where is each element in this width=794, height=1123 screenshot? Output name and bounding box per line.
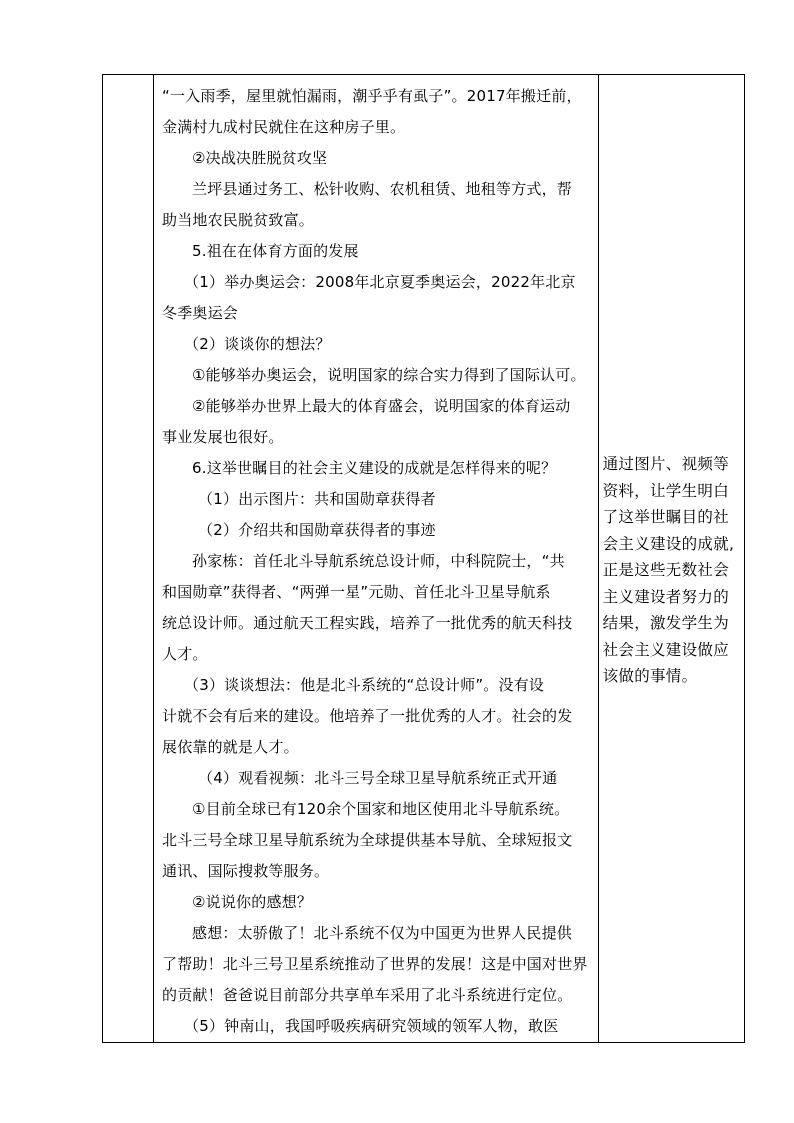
section-heading: 6.这举世瞩目的社会主义建设的成就是怎样得来的呢？ [192,459,557,477]
text-line: 的贡献！爸爸说目前部分共享单车采用了北斗系统进行定位。 [162,986,573,1004]
text-line: 资料，让学生明白 [602,481,730,500]
text-line: 金满村九成村民就住在这种房子里。 [162,118,406,136]
text-line: （2）谈谈你的想法？ [184,335,331,353]
text-line: （2）介绍共和国勋章获得者的事迹 [198,521,436,539]
teaching-process-cell [154,75,599,1043]
table-row [103,75,745,1043]
text-line: 结果，激发学生为 [602,614,730,632]
text-line: 孙家栋：首任北斗导航系统总设计师，中科院院士，“共 [192,552,565,570]
text-line: 社会主义建设做应 [602,640,730,659]
text-line: ②能够举办世界上最大的体育盛会，说明国家的体育运动 [192,397,571,415]
text-line: 计就不会有后来的建设。他培养了一批优秀的人才。社会的发 [162,707,573,725]
text-line: 和国勋章”获得者、“两弹一星”元勋、首任北斗卫星导航系 [162,583,551,601]
text-line: 统总设计师。通过航天工程实践，培养了一批优秀的航天科技 [162,614,573,632]
text-line: 了帮助！北斗三号卫星系统推动了世界的发展！这是中国对世界 [162,955,588,973]
text-line: ②决战决胜脱贫攻坚 [192,149,328,167]
text-line: （3）谈谈想法：他是北斗系统的“总设计师”。没有设 [184,676,545,694]
text-line: ①目前全球已有120余个国家和地区使用北斗导航系统。 [192,800,570,818]
text-line: 感想：太骄傲了！北斗系统不仅为中国更为世界人民提供 [192,924,573,942]
text-line: 北斗三号全球卫星导航系统为全球提供基本导航、全球短报文 [162,831,573,849]
text-line: 正是这些无数社会 [602,561,730,579]
design-intent-cell [598,75,744,1043]
design-intent-text [603,451,738,690]
text-line: ②说说你的感想？ [192,893,313,911]
text-line: 通过图片、视频等 [602,455,730,473]
text-line: 人才。 [162,645,208,663]
text-line: 冬季奥运会 [162,304,239,322]
text-line: 展依靠的就是人才。 [162,738,299,756]
text-line: ①能够举办奥运会，说明国家的综合实力得到了国际认可。 [192,366,586,384]
left-blank-cell [103,75,154,1043]
text-line: （5）钟南山，我国呼吸疾病研究领域的领军人物，敢医 [184,1017,559,1035]
text-line: 通讯、国际搜救等服务。 [162,862,330,880]
text-line: 事业发展也很好。 [162,428,284,446]
text-line: 主义建设者努力的 [602,587,730,606]
text-line: 兰坪县通过务工、松针收购、农机租赁、地租等方式，帮 [192,180,573,198]
text-line: 助当地农民脱贫致富。 [162,211,315,229]
text-line: （1）举办奥运会：2008年北京夏季奥运会，2022年北京 [184,273,576,291]
lesson-table [102,74,745,1043]
text-line: 会主义建设的成就, [602,534,735,553]
text-line: （4）观看视频：北斗三号全球卫星导航系统正式开通 [198,769,558,787]
text-line: “一入雨季，屋里就怕漏雨，潮乎乎有虱子”。2017年搬迁前， [162,87,582,105]
section-heading: 5.祖在在体育方面的发展 [192,242,359,260]
text-line: 该做的事情。 [602,667,698,685]
text-line: （1）出示图片：共和国勋章获得者 [198,490,436,508]
text-line: 了这举世瞩目的社 [602,508,730,526]
